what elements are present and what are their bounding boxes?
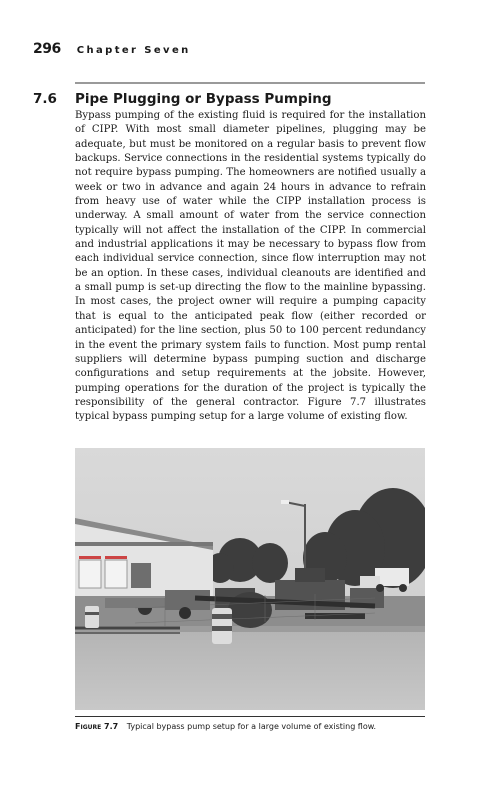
running-header: [33, 41, 191, 57]
section-number: 7.6: [33, 91, 57, 107]
section-divider: [75, 82, 425, 84]
section-heading: [33, 91, 332, 107]
figure-photo: [75, 448, 425, 710]
figure-rule: [75, 716, 425, 717]
figure-caption: [75, 722, 376, 731]
section-title: Pipe Plugging or Bypass Pumping: [75, 91, 332, 107]
chapter-title: Chapter Seven: [76, 45, 191, 56]
body-paragraph: Bypass pumping of the existing fluid is required for the installation of CIPP. With most small diameter pipelines, plugging may be adequate, but must be monitored on a regular basis to prevent flow backups. Service connections in the residential systems typically do not require bypass pumping. The homeowners are notified usually a week or two in advance and again 24 hours in advance to refrain from heavy use of water while the CIPP installation process is underway. A small amount of water from the service connection typically will not affect the installation of the CIPP. In commercial and industrial applications it may be necessary to bypass flow from each individual service connection, since flow interruption may not be an option. In these cases, individual cleanouts are identified and a small pump is set-up directing the flow to the mainline bypassing. In most cases, the project owner will require a pumping capacity that is equal to the anticipated peak flow (either recorded or anticipated) for the line section, plus 50 to 100 percent redundancy in the event the primary system fails to function. Most pump rental suppliers will determine bypass pumping suction and discharge configurations and setup requirements at the jobsite. However, pumping operations for the duration of the project is typically the responsibility of the general contractor. Figure 7.7 illustrates typical bypass pumping setup for a large volume of existing flow.: [75, 110, 426, 423]
figure-caption-text: Typical bypass pump setup for a large volume of existing flow.: [126, 722, 377, 731]
page-number: 296: [33, 41, 61, 57]
figure-label: Figure 7.7: [75, 722, 119, 731]
